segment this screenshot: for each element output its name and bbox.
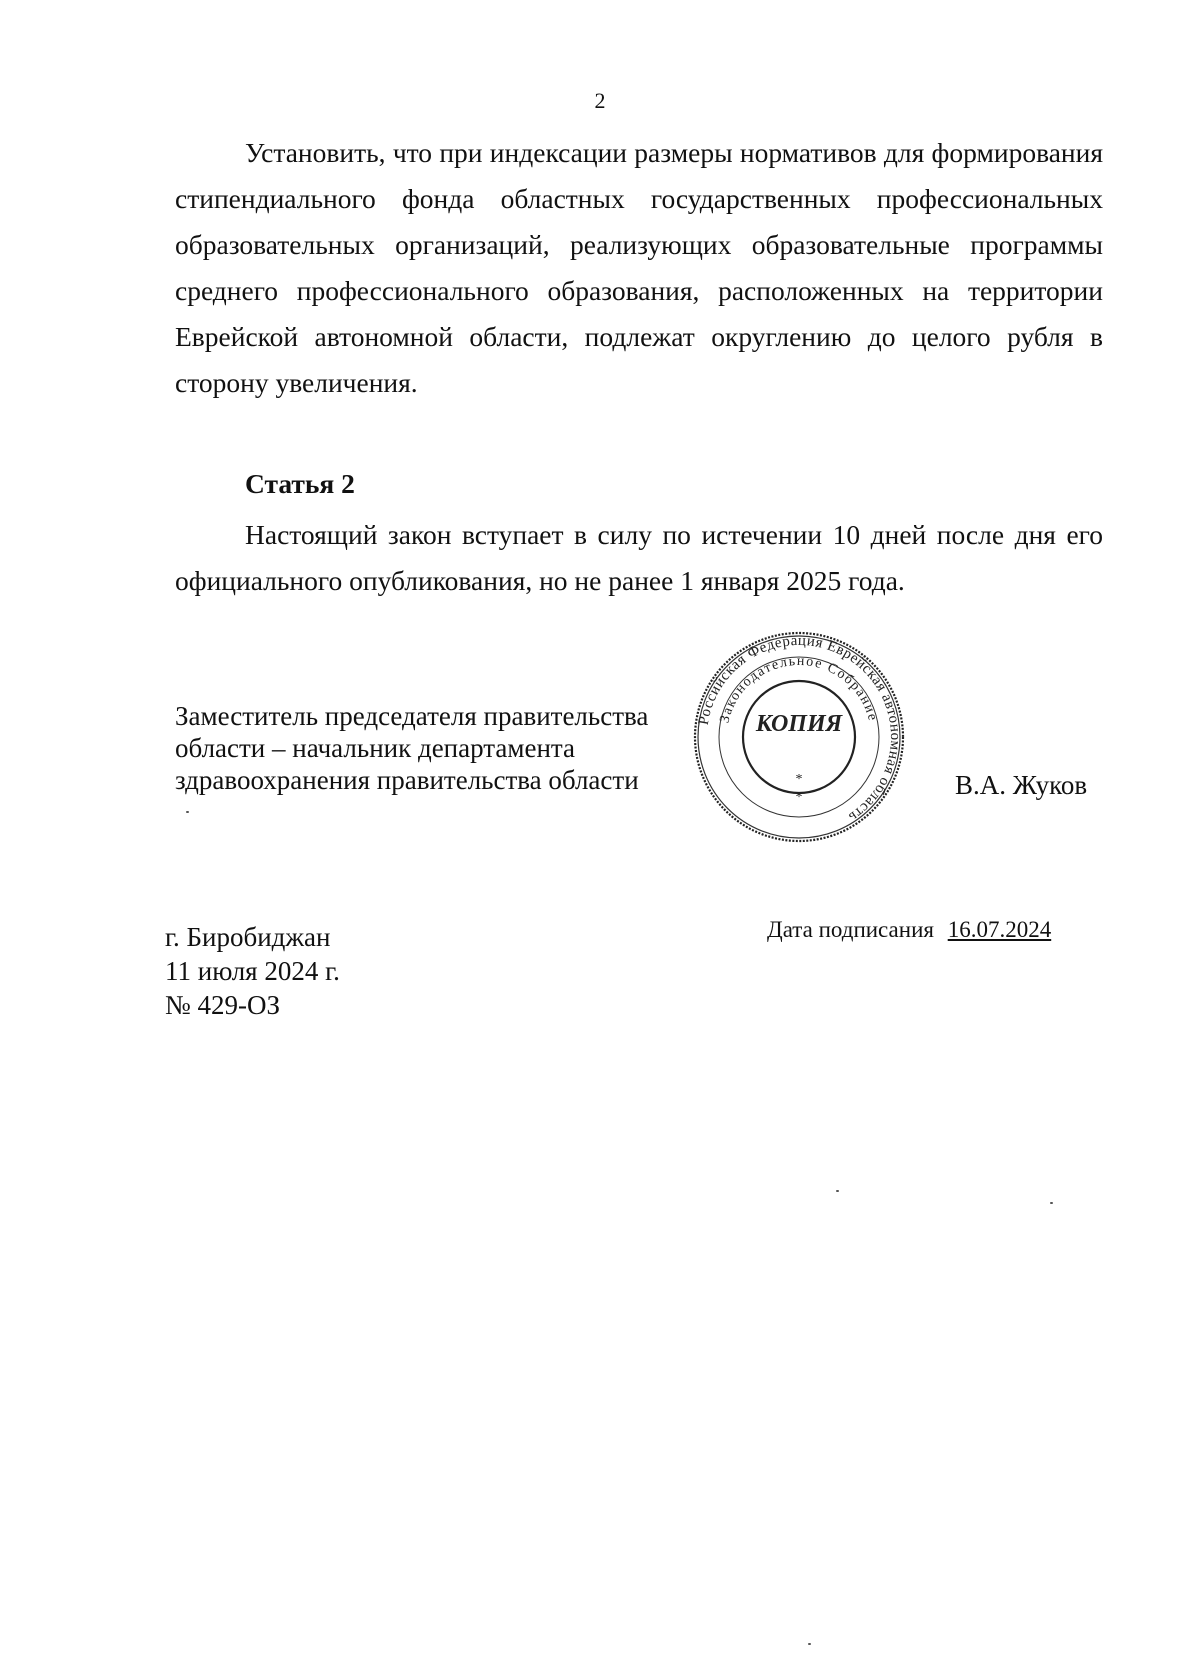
stamp-center-text: КОПИЯ [755,711,843,737]
law-number: № 429-ОЗ [165,990,281,1020]
signer-position-line: Заместитель председателя правительства [175,701,649,731]
scan-speck [808,1643,811,1645]
place-date-block [165,920,340,1022]
stamp-star-icon: * [795,790,803,805]
article-2-heading: Статья 2 [245,468,355,499]
scan-speck [836,1190,839,1192]
paragraph-indexation-rounding: Установить, что при индексации размеры нормативов для формирования стипендиального фонда областных государственных профессиональных образовательных организаций, реализующих образовательные программы среднего профессионального образования, расположенных на территории Еврейской автономной области, подлежат округлению до целого рубля в сторону увеличения. [175,137,1103,398]
law-date: 11 июля 2024 г. [165,956,340,986]
signer-position [175,700,648,796]
scan-speck [1050,1202,1053,1204]
stamp-inner-text: Законодательное Собрание [717,653,881,725]
signing-date-value: 16.07.2024 [947,917,1052,942]
city: г. Биробиджан [165,922,331,952]
signer-name: В.А. Жуков [955,770,1088,800]
page-number: 2 [594,88,606,113]
stamp-star-icon: * [795,772,803,787]
official-seal-stamp [693,631,905,843]
article-2-text: Настоящий закон вступает в силу по истечении 10 дней после дня его официального опубликования, но не ранее 1 января 2025 года. [175,519,1103,596]
signer-position-line: здравоохранения правительства области [175,765,639,795]
signer-position-line: области – начальник департамента [175,733,576,763]
scan-speck [186,811,189,813]
signing-date [767,917,1051,943]
stamp-outer-text: Российская Федерация Еврейская автономная область [695,632,904,826]
signing-date-label: Дата подписания [767,917,934,942]
